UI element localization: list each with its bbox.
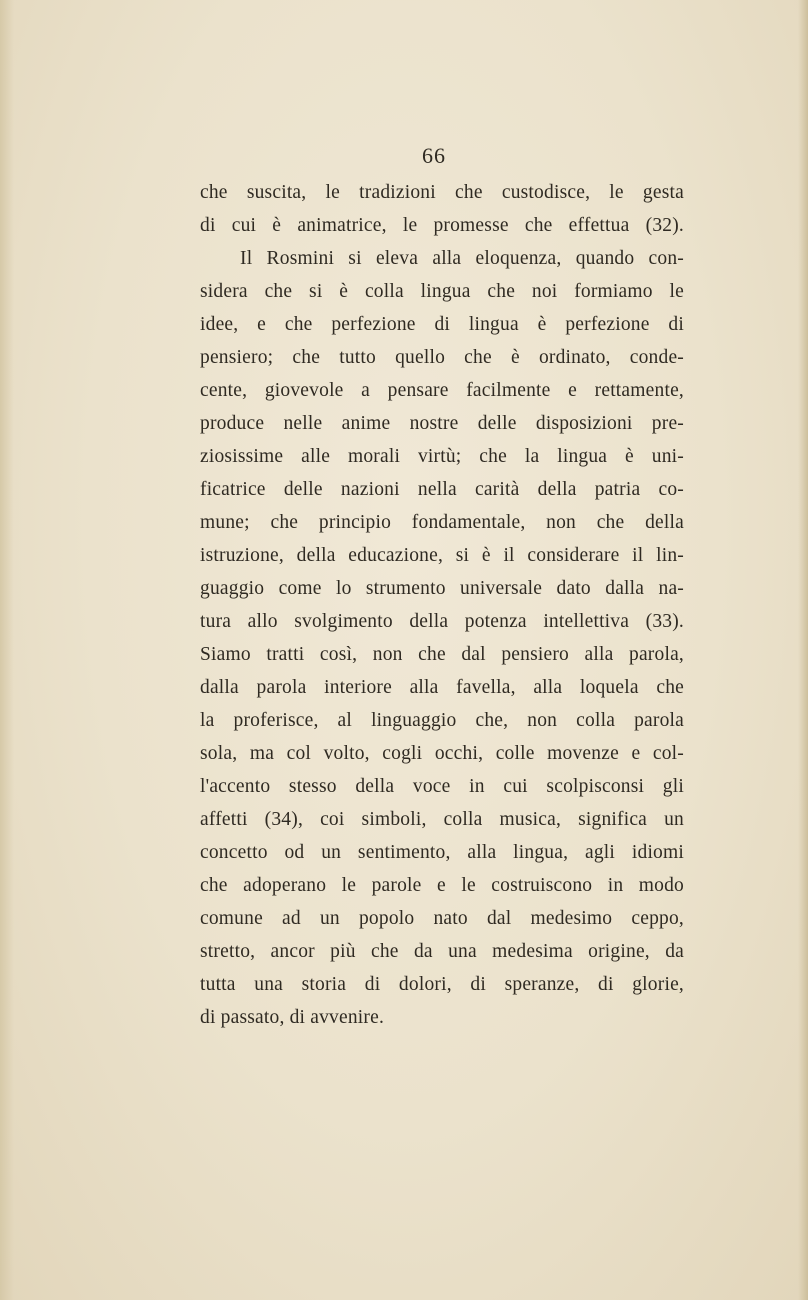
text-line: che suscita, le tradizioni che custodisce, le gesta — [200, 182, 684, 203]
text-line: mune; che principio fondamentale, non che della — [200, 512, 684, 533]
text-line: stretto, ancor più che da una medesima origine, da — [200, 941, 684, 962]
text-line: l'accento stesso della voce in cui scolpisconsi gli — [200, 776, 684, 797]
text-line: idee, e che perfezione di lingua è perfezione di — [200, 314, 684, 335]
text-line: di passato, di avvenire. — [200, 1007, 385, 1028]
text-line: tura allo svolgimento della potenza intellettiva (33). — [200, 611, 684, 632]
text-line: che adoperano le parole e le costruiscono in modo — [200, 875, 684, 896]
text-line: ziosissime alle morali virtù; che la lingua è uni- — [200, 446, 684, 467]
text-line: pensiero; che tutto quello che è ordinato, conde- — [200, 347, 684, 368]
page-number: 66 — [422, 143, 446, 168]
text-line: affetti (34), coi simboli, colla musica, significa un — [200, 809, 684, 830]
text-line: sidera che si è colla lingua che noi formiamo le — [200, 281, 684, 302]
text-line: tutta una storia di dolori, di speranze, di glorie, — [200, 974, 684, 995]
page-edge-right — [798, 0, 808, 1300]
text-line: dalla parola interiore alla favella, alla loquela che — [200, 677, 684, 698]
text-line: produce nelle anime nostre delle disposizioni pre- — [200, 413, 684, 434]
text-line: concetto od un sentimento, alla lingua, agli idiomi — [200, 842, 684, 863]
body-text — [200, 176, 684, 1034]
text-line: istruzione, della educazione, si è il considerare il lin- — [200, 545, 684, 566]
text-line: ficatrice delle nazioni nella carità della patria co- — [200, 479, 684, 500]
text-line: guaggio come lo strumento universale dato dalla na- — [200, 578, 684, 599]
text-line: Siamo tratti così, non che dal pensiero alla parola, — [200, 644, 684, 665]
text-line: cente, giovevole a pensare facilmente e rettamente, — [200, 380, 684, 401]
text-line: sola, ma col volto, cogli occhi, colle movenze e col- — [200, 743, 684, 764]
text-line: Il Rosmini si eleva alla eloquenza, quando con- — [240, 248, 684, 269]
text-line: di cui è animatrice, le promesse che effettua (32). — [200, 215, 684, 236]
text-line: la proferisce, al linguaggio che, non colla parola — [200, 710, 684, 731]
text-line: comune ad un popolo nato dal medesimo ceppo, — [200, 908, 684, 929]
page-edge-left — [0, 0, 14, 1300]
